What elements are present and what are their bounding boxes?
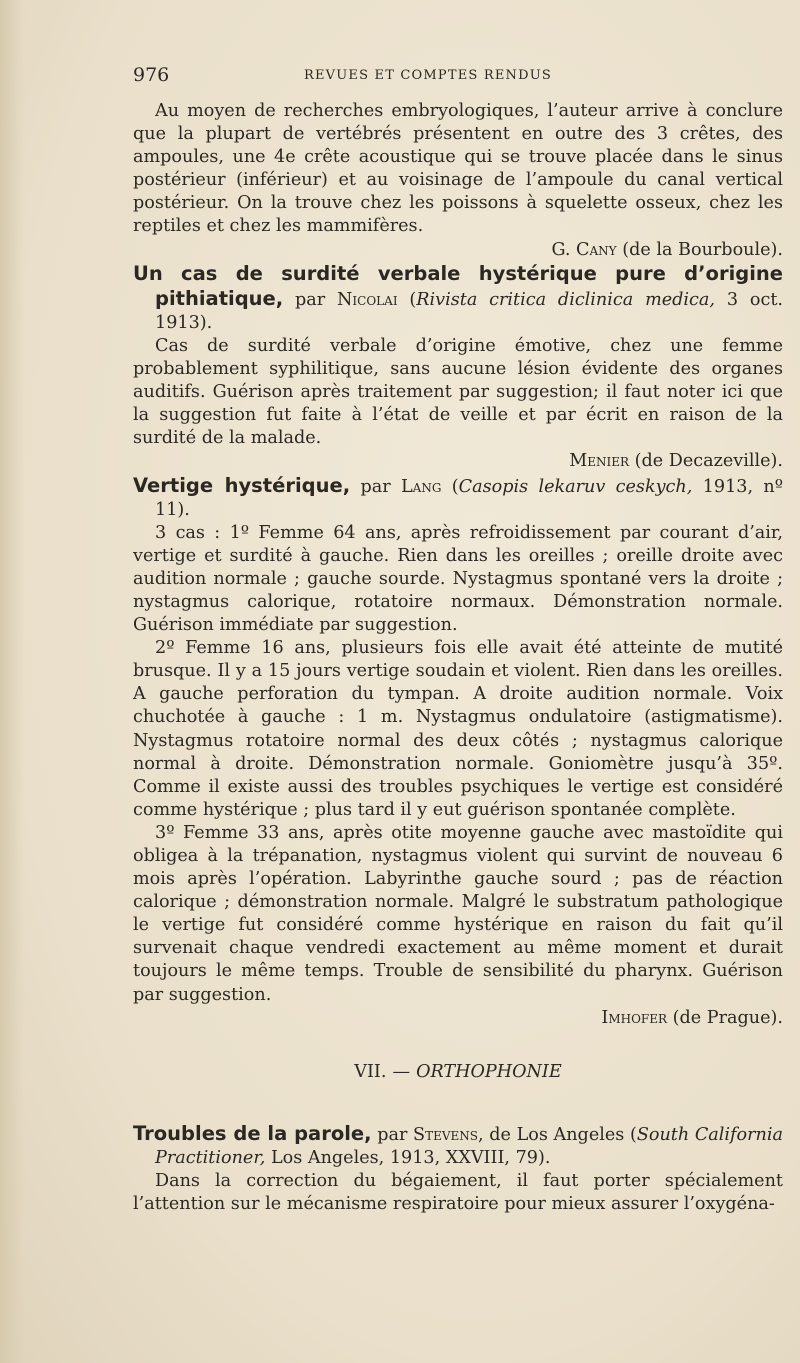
entry-signature <box>133 450 783 473</box>
intro-signature <box>133 239 783 262</box>
intro-paragraph: Au moyen de recherches embryologiques, l’auteur arrive à conclure que la plupart de vertébrés présentent en outre des 3 crêtes, des ampoules, une 4e crête acoustique qui se trouve placée dans le sinus postérieur (inférieur) et au voisinage de l’ampoule du canal vertical postérieur. On la trouve chez les poissons à squelette osseux, chez les reptiles et chez les mammifères. <box>133 101 783 237</box>
entry-author: Lang <box>400 476 442 497</box>
entry-body: Cas de surdité verbale d’origine émotive, chez une femme probablement syphilitique, sans aucune lésion évidente des organes auditifs. Guérison après traitement par suggestion; il faut noter ici que la suggestion fut faite à l’état de veille et par écrit en raison de la surdité de la malade. <box>133 335 783 449</box>
entry-body: Dans la correction du bégaiement, il faut porter spécialement l’attention sur le mécanisme respiratoire pour mieux assurer l’oxygéna- <box>133 1171 783 1215</box>
entry-journal: South California Practitioner, <box>155 1124 784 1168</box>
entry-heading: Vertige hystérique, par Lang (Casopis lekaruv ceskych, 1913, nº 11). <box>133 473 783 520</box>
entry-journal: Rivista critica diclinica medica, <box>416 289 715 310</box>
entry-author: Stevens <box>413 1124 478 1145</box>
entry-details: Los Angeles, 1913, XXVIII, 79). <box>270 1147 551 1168</box>
page-number: 976 <box>133 64 170 86</box>
entry-by: par <box>295 289 326 310</box>
section-dash: — <box>392 1061 411 1082</box>
case-paragraph: 2º Femme 16 ans, plusieurs fois elle avait été atteinte de mutité brusque. Il y a 15 jours vertige soudain et violent. Rien dans les oreilles. A gauche perforation du tympan. A droite audition normale. Voix chuchotée à gauche : 1 m. Nystagmus ondulatoire (astigmatisme). Nystagmus rotatoire normal des deux côtés ; nystagmus calorique normal à droite. Démonstration normale. Goniomètre jusqu’à 35º. Comme il existe aussi des troubles psychiques le vertige est considéré comme hystérique ; plus tard il y eut guérison spontanée complète. <box>133 638 783 820</box>
section-number: VII. <box>354 1061 387 1082</box>
page-text <box>133 100 783 1216</box>
signature-name: Imhofer <box>601 1007 668 1028</box>
entry-title: Un cas de surdité verbale hystérique pure d’origine pithiatique, <box>133 261 783 310</box>
page-gutter-shadow <box>0 0 24 1363</box>
entry-heading <box>133 1122 783 1170</box>
entry-signature <box>133 1007 783 1030</box>
entry-by: par <box>360 476 391 497</box>
running-head: REVUES ET COMPTES RENDUS <box>303 68 553 83</box>
section-heading <box>133 1061 783 1084</box>
entry-place: , de Los Angeles ( <box>478 1124 637 1145</box>
case-paragraph: 3º Femme 33 ans, après otite moyenne gauche avec mastoïdite qui obligea à la trépanation, nystagmus violent qui survint de nouveau 6 mois après l’opération. Labyrinthe gauche sourd ; pas de réaction calorique ; démonstration normale. Malgré le substratum pathologique le vertige fut considéré comme hystérique en raison du fait qu’il survenait chaque vendredi exactement au même moment et durait toujours le même temps. Trouble de sensibilité du pharynx. Guérison par suggestion. <box>133 822 783 1005</box>
entry-journal: Casopis lekaruv ceskych, <box>458 476 693 497</box>
case-paragraph: 3 cas : 1º Femme 64 ans, après refroidissement par courant d’air, vertige et surdité à gauche. Rien dans les oreilles ; oreille droite avec audition normale ; gauche sourde. Nystagmus spontané vers la droite ; nystagmus calorique, rotatoire normaux. Démonstration normale. Guérison immédiate par suggestion. <box>133 522 783 636</box>
section-title: ORTHOPHONIE <box>416 1061 562 1082</box>
entry-title: Troubles de la parole, <box>133 1121 372 1145</box>
entry-author: Nicolai <box>337 289 398 310</box>
entry-heading: Un cas de surdité verbale hystérique pure d’origine pithiatique, par Nicolai (Rivista critica diclinica medica, 3 oct. 1913). <box>133 261 783 333</box>
signature-place: (de Decazeville). <box>634 451 783 472</box>
signature-place: (de la Bourboule). <box>622 239 783 260</box>
entry-by: par <box>377 1124 408 1145</box>
signature-name: Menier <box>569 451 630 472</box>
entry-date: 1913, nº 11). <box>155 476 783 520</box>
signature-place: (de Prague). <box>672 1007 783 1028</box>
page-header <box>133 64 783 88</box>
signature-name: G. Cany <box>551 239 617 260</box>
entry-date: 3 oct. 1913). <box>155 289 783 333</box>
entry-title: Vertige hystérique, <box>133 473 351 497</box>
